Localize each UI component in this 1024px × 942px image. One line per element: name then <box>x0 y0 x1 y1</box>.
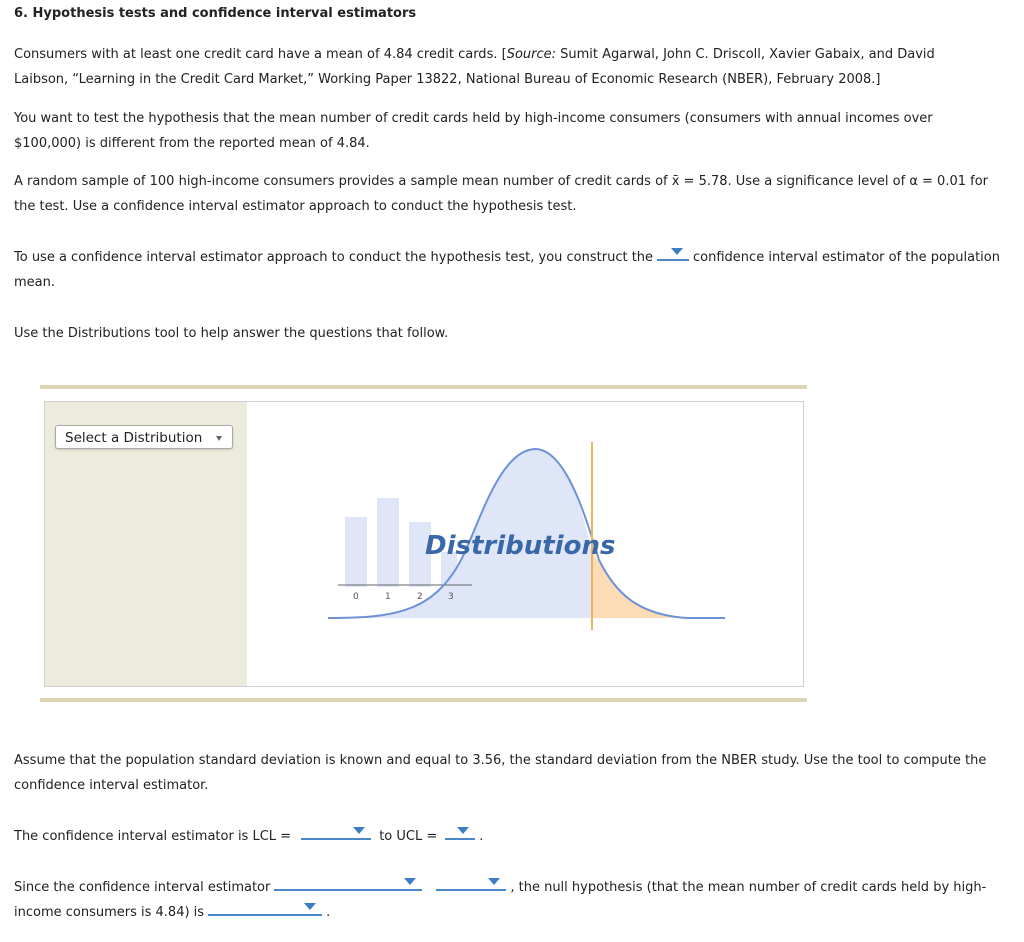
interval-contains-dropdown[interactable] <box>274 875 422 891</box>
distributions-tool <box>44 401 804 687</box>
construct-text-before: To use a confidence interval estimator approach to conduct the hypothesis test, you construct the <box>14 250 654 265</box>
logo-bar-2 <box>377 498 399 587</box>
hypothesis-line-1: You want to test the hypothesis that the mean number of credit cards held by high-income consumers (consumers with annual incomes over <box>14 111 933 126</box>
conclusion-end: . <box>326 905 331 920</box>
paragraph-sample <box>14 169 1004 219</box>
chevron-down-icon <box>671 248 683 255</box>
ci-text-before: The confidence interval estimator is LCL = <box>14 829 292 844</box>
ci-text-middle: to UCL = <box>379 829 438 844</box>
construct-text-after: confidence interval estimator of the population <box>693 250 1000 265</box>
hypothesized-value-dropdown[interactable] <box>436 875 506 891</box>
paragraph-assume <box>14 748 1004 798</box>
sample-line-2: the test. Use a confidence interval estimator approach to conduct the hypothesis test. <box>14 199 577 214</box>
ucl-dropdown[interactable] <box>445 824 475 840</box>
lcl-dropdown[interactable] <box>301 824 371 840</box>
tick-label-3: 3 <box>448 592 454 602</box>
tool-top-rule <box>40 385 807 389</box>
chevron-down-icon <box>216 436 222 441</box>
construct-line-2: mean. <box>14 275 55 290</box>
tool-side-panel <box>45 402 247 686</box>
page-title: 6. Hypothesis tests and confidence interval estimators <box>14 6 417 21</box>
chevron-down-icon <box>488 878 500 885</box>
tick-label-0: 0 <box>353 592 359 602</box>
select-distribution-label: Select a Distribution <box>65 430 203 446</box>
ci-text-end: . <box>479 829 484 844</box>
paragraph-hypothesis <box>14 106 1004 156</box>
conclusion-text-before: Since the confidence interval estimator <box>14 880 271 895</box>
select-distribution-button[interactable] <box>55 425 233 449</box>
assume-line-2: confidence interval estimator. <box>14 778 209 793</box>
distributions-logo <box>247 402 803 686</box>
sample-line-1: A random sample of 100 high-income consumers provides a sample mean number of credit cards of x̄ = 5.78. Use a significance level of α = 0.01 for <box>14 174 988 189</box>
paragraph-tool-hint: Use the Distributions tool to help answer the questions that follow. <box>14 326 449 341</box>
source-text-2: Sumit Agarwal, John C. Driscoll, Xavier Gabaix, and David <box>556 47 935 62</box>
logo-word: Distributions <box>425 531 616 561</box>
paragraph-ci <box>14 824 1004 849</box>
chevron-down-icon <box>457 827 469 834</box>
tick-label-1: 1 <box>385 592 391 602</box>
hypothesis-line-2: $100,000) is different from the reported mean of 4.84. <box>14 136 370 151</box>
conclusion-text-after: , the null hypothesis (that the mean number of credit cards held by high- <box>510 880 987 895</box>
chevron-down-icon <box>404 878 416 885</box>
chevron-down-icon <box>304 903 316 910</box>
paragraph-conclusion <box>14 875 1004 925</box>
source-text-1: Consumers with at least one credit card have a mean of 4.84 credit cards. [ <box>14 47 507 62</box>
confidence-level-dropdown[interactable] <box>657 245 689 261</box>
tick-label-2: 2 <box>417 592 423 602</box>
source-label: Source: <box>506 47 557 62</box>
logo-bar-1 <box>345 517 367 587</box>
chevron-down-icon <box>353 827 365 834</box>
paragraph-construct <box>14 245 1004 295</box>
conclusion-line-2: income consumers is 4.84) is <box>14 905 205 920</box>
reject-decision-dropdown[interactable] <box>208 900 322 916</box>
source-text-3: Laibson, “Learning in the Credit Card Market,” Working Paper 13822, National Bureau of Economic Research (NBER), February 2008.] <box>14 72 881 87</box>
tool-bottom-rule <box>40 698 807 702</box>
assume-line-1: Assume that the population standard deviation is known and equal to 3.56, the standard deviation from the NBER study. Use the tool to compute the <box>14 753 987 768</box>
paragraph-source <box>14 42 1004 92</box>
